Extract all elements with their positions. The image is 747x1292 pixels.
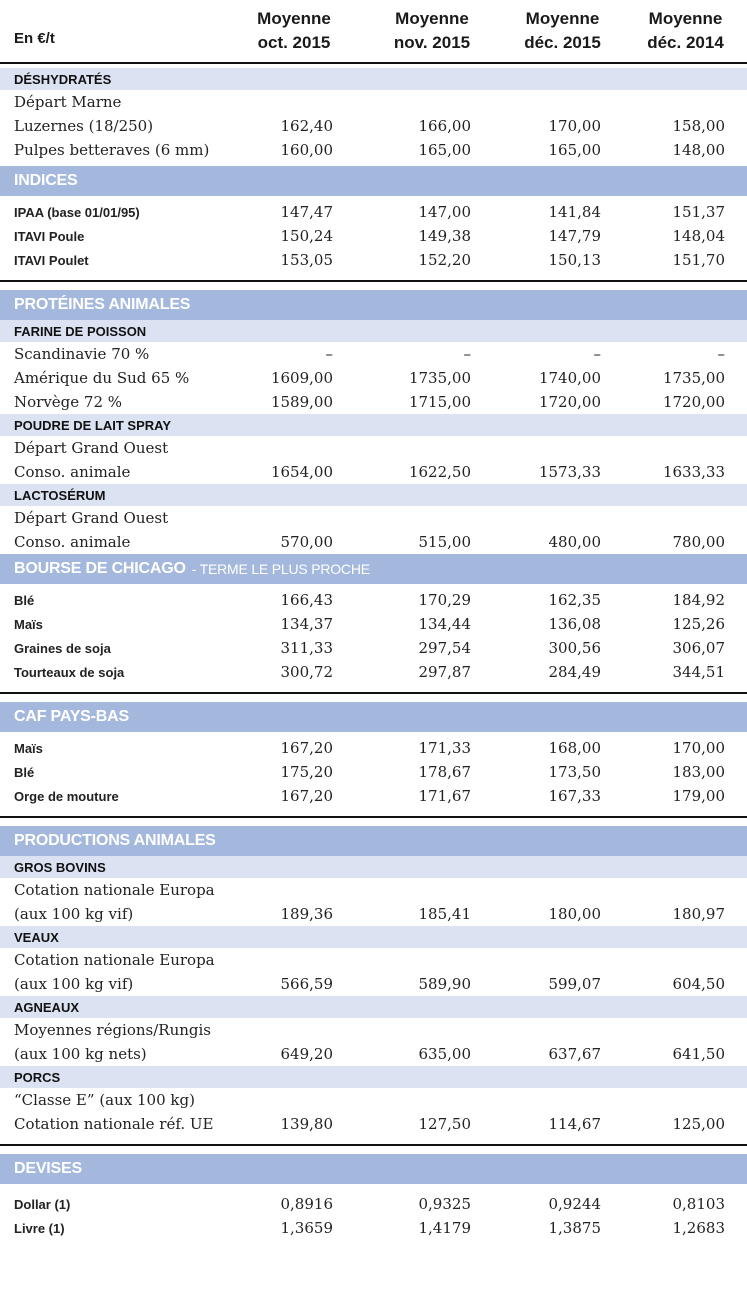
cell-value: 152,20 xyxy=(418,251,471,269)
row-label: IPAA (base 01/01/95) xyxy=(14,204,140,220)
cell-value: 570,00 xyxy=(280,533,333,551)
row-label: Graines de soja xyxy=(14,640,111,656)
cell-value: 153,05 xyxy=(280,251,333,269)
table-row xyxy=(0,902,747,926)
row-caption: Cotation nationale Europa xyxy=(14,951,215,969)
cell-value: 171,33 xyxy=(418,739,471,757)
row-caption: Cotation nationale Europa xyxy=(14,881,215,899)
cell-value: – xyxy=(325,345,333,363)
section-deshydrates-title: DÉSHYDRATÉS xyxy=(0,68,747,90)
subsection-gros-bovins-title: GROS BOVINS xyxy=(0,856,747,878)
cell-value: 0,9325 xyxy=(418,1195,471,1213)
section-productions-title xyxy=(0,826,747,856)
cell-value: 127,50 xyxy=(418,1115,471,1133)
cell-value: 1573,33 xyxy=(538,463,601,481)
cell-value: 167,33 xyxy=(548,787,601,805)
cell-value: 589,90 xyxy=(418,975,471,993)
cell-value: 162,40 xyxy=(280,117,333,135)
cell-value: 167,20 xyxy=(280,739,333,757)
section-title: BOURSE DE CHICAGO xyxy=(14,560,186,577)
subsection-farine-title: FARINE DE POISSON xyxy=(0,320,747,342)
cell-value: 136,08 xyxy=(548,615,601,633)
table-row xyxy=(0,760,747,784)
cell-value: 297,87 xyxy=(418,663,471,681)
cell-value: 180,00 xyxy=(548,905,601,923)
row-caption: Moyennes régions/Rungis xyxy=(14,1021,212,1039)
cell-value: 175,20 xyxy=(280,763,333,781)
caption-row xyxy=(0,948,747,972)
cell-value: 170,00 xyxy=(672,739,725,757)
row-label: Norvège 72 % xyxy=(14,393,123,411)
cell-value: 185,41 xyxy=(418,905,471,923)
cell-value: 344,51 xyxy=(672,663,725,681)
cell-value: 1,3875 xyxy=(548,1219,601,1237)
row-label: Livre (1) xyxy=(14,1220,65,1236)
cell-value: 147,00 xyxy=(418,203,471,221)
cell-value: 780,00 xyxy=(672,533,725,551)
cell-value: 1622,50 xyxy=(408,463,471,481)
cell-value: 134,44 xyxy=(418,615,471,633)
column-header-line2: nov. 2015 xyxy=(393,33,471,52)
table-row xyxy=(0,138,747,162)
cell-value: 180,97 xyxy=(672,905,725,923)
table-row xyxy=(0,784,747,808)
subsection-lactoserum-title: LACTOSÉRUM xyxy=(0,484,747,506)
cell-value: 641,50 xyxy=(672,1045,725,1063)
cell-value: 150,24 xyxy=(280,227,333,245)
caption-row xyxy=(0,878,747,902)
row-caption: Départ Grand Ouest xyxy=(14,439,169,457)
cell-value: 1,4179 xyxy=(418,1219,471,1237)
table-row xyxy=(0,224,747,248)
table-row xyxy=(0,114,747,138)
cell-value: 311,33 xyxy=(280,639,333,657)
table-row xyxy=(0,460,747,484)
row-label: Dollar (1) xyxy=(14,1196,71,1212)
cell-value: 149,38 xyxy=(418,227,471,245)
table-row xyxy=(0,1216,747,1240)
section-title: PROTÉINES ANIMALES xyxy=(14,296,191,313)
cell-value: 151,70 xyxy=(672,251,725,269)
cell-value: 306,07 xyxy=(672,639,725,657)
cell-value: 167,20 xyxy=(280,787,333,805)
caption-row xyxy=(0,506,747,530)
cell-value: 166,43 xyxy=(280,591,333,609)
cell-value: – xyxy=(717,345,725,363)
cell-value: 160,00 xyxy=(280,141,333,159)
table-row xyxy=(0,736,747,760)
cell-value: 0,9244 xyxy=(548,1195,601,1213)
section-title: DEVISES xyxy=(14,1160,82,1177)
row-label: Conso. animale xyxy=(14,533,131,551)
table-row xyxy=(0,200,747,224)
cell-value: 151,37 xyxy=(672,203,725,221)
cell-value: 0,8103 xyxy=(672,1195,725,1213)
subsection-poudre-title: POUDRE DE LAIT SPRAY xyxy=(0,414,747,436)
cell-value: 637,67 xyxy=(548,1045,601,1063)
caption-row xyxy=(0,1088,747,1112)
cell-value: 1735,00 xyxy=(408,369,471,387)
section-note: - TERME LE PLUS PROCHE xyxy=(191,561,370,577)
cell-value: 147,47 xyxy=(280,203,333,221)
row-label: Conso. animale xyxy=(14,463,131,481)
unit-label: En €/t xyxy=(14,29,55,47)
table-row xyxy=(0,972,747,996)
column-header-line2: oct. 2015 xyxy=(257,33,331,52)
caption-row xyxy=(0,436,747,460)
table-row xyxy=(0,390,747,414)
row-label: Tourteaux de soja xyxy=(14,664,125,680)
table-row xyxy=(0,636,747,660)
cell-value: 480,00 xyxy=(548,533,601,551)
cell-value: 171,67 xyxy=(418,787,471,805)
cell-value: 635,00 xyxy=(418,1045,471,1063)
cell-value: 300,56 xyxy=(548,639,601,657)
row-caption: “Classe E” (aux 100 kg) xyxy=(14,1091,195,1109)
cell-value: 147,79 xyxy=(548,227,601,245)
cell-value: 300,72 xyxy=(280,663,333,681)
section-chicago-title xyxy=(0,554,747,584)
cell-value: 134,37 xyxy=(280,615,333,633)
cell-value: 1715,00 xyxy=(408,393,471,411)
cell-value: 148,04 xyxy=(672,227,725,245)
cell-value: 0,8916 xyxy=(280,1195,333,1213)
row-caption: Départ Marne xyxy=(14,93,122,111)
cell-value: 165,00 xyxy=(418,141,471,159)
row-label: (aux 100 kg vif) xyxy=(14,975,134,993)
cell-value: – xyxy=(593,345,601,363)
column-header-line1: Moyenne xyxy=(525,9,600,29)
cell-value: 183,00 xyxy=(672,763,725,781)
row-label: Amérique du Sud 65 % xyxy=(14,369,190,387)
table-row xyxy=(0,660,747,684)
table-row xyxy=(0,1042,747,1066)
caption-row xyxy=(0,90,747,114)
cell-value: 1735,00 xyxy=(662,369,725,387)
column-header-dec-2014 xyxy=(624,7,747,55)
row-label: ITAVI Poule xyxy=(14,228,85,244)
cell-value: 173,50 xyxy=(548,763,601,781)
cell-value: 150,13 xyxy=(548,251,601,269)
section-title: CAF PAYS-BAS xyxy=(14,708,129,725)
section-title: PRODUCTIONS ANIMALES xyxy=(14,832,216,849)
cell-value: 1740,00 xyxy=(538,369,601,387)
cell-value: 114,67 xyxy=(548,1115,601,1133)
cell-value: 166,00 xyxy=(418,117,471,135)
cell-value: 1,2683 xyxy=(672,1219,725,1237)
cell-value: 515,00 xyxy=(418,533,471,551)
section-proteines-title xyxy=(0,290,747,320)
cell-value: 170,29 xyxy=(418,591,471,609)
cell-value: 599,07 xyxy=(548,975,601,993)
column-header-line1: Moyenne xyxy=(648,9,723,29)
cell-value: 141,84 xyxy=(548,203,601,221)
row-label: Blé xyxy=(14,592,35,608)
column-header-line2: déc. 2014 xyxy=(647,33,724,52)
cell-value: 649,20 xyxy=(280,1045,333,1063)
cell-value: 1,3659 xyxy=(280,1219,333,1237)
cell-value: 170,00 xyxy=(548,117,601,135)
cell-value: 189,36 xyxy=(280,905,333,923)
cell-value: 1720,00 xyxy=(662,393,725,411)
row-label: Maïs xyxy=(14,616,43,632)
column-header-line1: Moyenne xyxy=(395,9,469,29)
section-indices-title xyxy=(0,166,747,196)
cell-value: 284,49 xyxy=(548,663,601,681)
cell-value: 566,59 xyxy=(280,975,333,993)
row-label: Maïs xyxy=(14,740,43,756)
section-devises-title xyxy=(0,1154,747,1184)
table-row xyxy=(0,248,747,272)
cell-value: 1720,00 xyxy=(538,393,601,411)
column-header-oct-2015 xyxy=(225,7,363,55)
row-label: Cotation nationale réf. UE xyxy=(14,1115,214,1133)
section-title: INDICES xyxy=(14,172,78,189)
table-row xyxy=(0,530,747,554)
cell-value: 125,26 xyxy=(672,615,725,633)
row-label: Scandinavie 70 % xyxy=(14,345,150,363)
cell-value: 297,54 xyxy=(418,639,471,657)
cell-value: 168,00 xyxy=(548,739,601,757)
column-header-nov-2015 xyxy=(363,7,501,55)
cell-value: 1654,00 xyxy=(270,463,333,481)
table-row xyxy=(0,612,747,636)
cell-value: 165,00 xyxy=(548,141,601,159)
column-header-dec-2015 xyxy=(501,7,624,55)
row-label: (aux 100 kg nets) xyxy=(14,1045,147,1063)
cell-value: 184,92 xyxy=(672,591,725,609)
table-row xyxy=(0,1112,747,1136)
row-label: (aux 100 kg vif) xyxy=(14,905,134,923)
row-label: Blé xyxy=(14,764,35,780)
subsection-porcs-title: PORCS xyxy=(0,1066,747,1088)
caption-row xyxy=(0,1018,747,1042)
cell-value: 125,00 xyxy=(672,1115,725,1133)
cell-value: 1609,00 xyxy=(270,369,333,387)
section-caf-title xyxy=(0,702,747,732)
cell-value: – xyxy=(463,345,471,363)
column-header-line2: déc. 2015 xyxy=(524,33,601,52)
cell-value: 162,35 xyxy=(548,591,601,609)
table-row xyxy=(0,342,747,366)
cell-value: 139,80 xyxy=(280,1115,333,1133)
table-row xyxy=(0,366,747,390)
cell-value: 1589,00 xyxy=(270,393,333,411)
row-caption: Départ Grand Ouest xyxy=(14,509,169,527)
cell-value: 148,00 xyxy=(672,141,725,159)
cell-value: 1633,33 xyxy=(662,463,725,481)
subsection-agneaux-title: AGNEAUX xyxy=(0,996,747,1018)
column-header-line1: Moyenne xyxy=(257,9,331,29)
cell-value: 604,50 xyxy=(672,975,725,993)
row-label: ITAVI Poulet xyxy=(14,252,89,268)
table-header xyxy=(0,0,747,64)
row-label: Orge de mouture xyxy=(14,788,119,804)
row-label: Pulpes betteraves (6 mm) xyxy=(14,141,210,159)
table-row xyxy=(0,1192,747,1216)
cell-value: 158,00 xyxy=(672,117,725,135)
table-row xyxy=(0,588,747,612)
cell-value: 178,67 xyxy=(418,763,471,781)
row-label: Luzernes (18/250) xyxy=(14,117,154,135)
subsection-veaux-title: VEAUX xyxy=(0,926,747,948)
cell-value: 179,00 xyxy=(672,787,725,805)
